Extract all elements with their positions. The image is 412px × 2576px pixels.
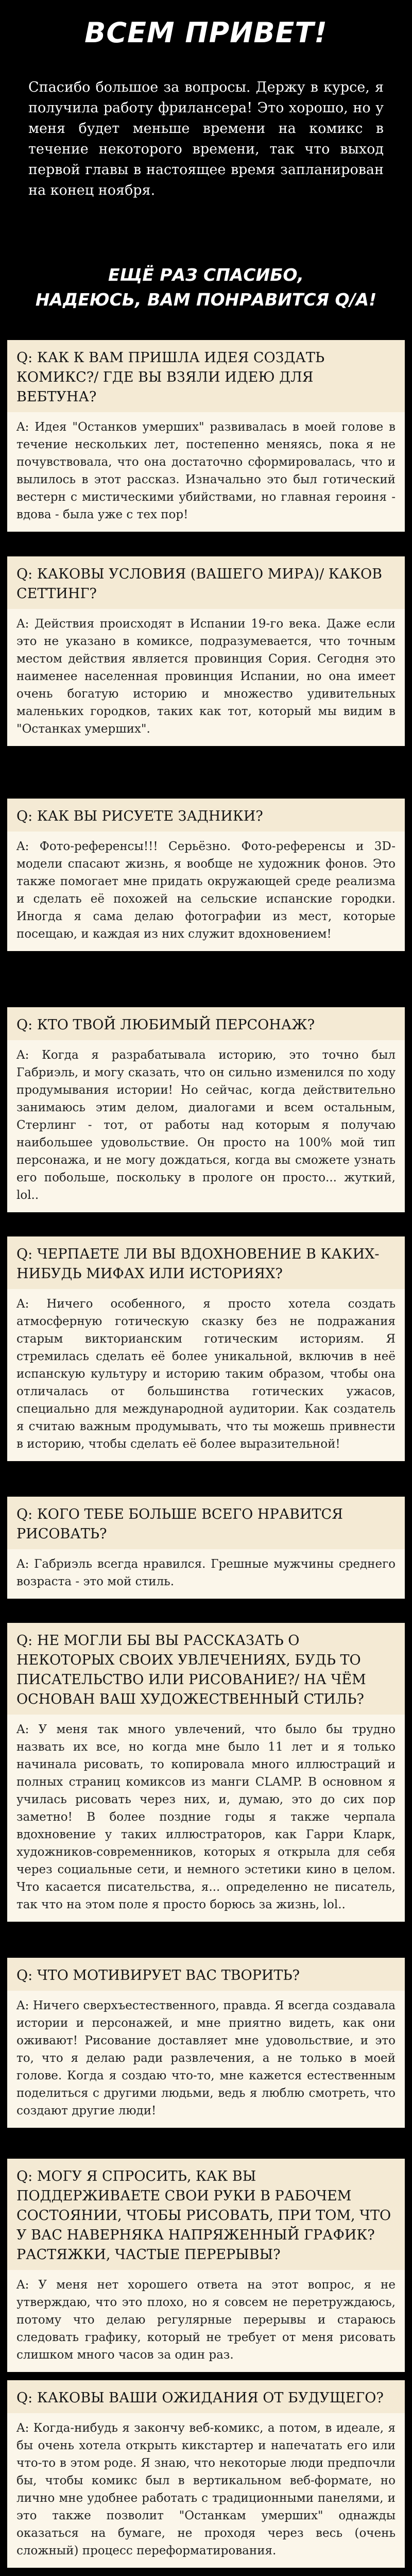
question: Q: КАКОВЫ УСЛОВИЯ (ВАШЕГО МИРА)/ КАКОВ СЕТТИНГ? (7, 556, 405, 609)
answer: A: У меня нет хорошего ответа на этот вопрос, я не утверждаю, что это плохо, но я совсем не перетруждаюсь, потому что делаю регулярные перерывы и стараюсь следовать графику, который не требует от меня рисовать слишком много часов за один раз. (7, 2270, 405, 2372)
answer: A: Фото-референсы!!! Серьёзно. Фото-референсы и 3D-модели спасают жизнь, я вообще не художник фонов. Это также помогает мне придать окружающей среде реализма и сделать её похожей на сельские испанские городки. Иногда я сама делаю фотографии из мест, которые посещаю, и каждая из них служит вдохновением! (7, 832, 405, 951)
qa-card-4 (7, 1007, 405, 1212)
question: Q: ЧЕРПАЕТЕ ЛИ ВЫ ВДОХНОВЕНИЕ В КАКИХ-НИБУДЬ МИФАХ ИЛИ ИСТОРИЯХ? (7, 1236, 405, 1289)
question: Q: ЧТО МОТИВИРУЕТ ВАС ТВОРИТЬ? (7, 1958, 405, 1991)
question: Q: КОГО ТЕБЕ БОЛЬШЕ ВСЕГО НРАВИТСЯ РИСОВАТЬ? (7, 1497, 405, 1549)
qa-card-5 (7, 1236, 405, 1461)
answer: A: Ничего сверхъестественного, правда. Я всегда создавала истории и персонажей, и мне приятно видеть, как они оживают! Рисование доставляет мне удовольствие, и это то, что я делаю ради развлечения, а не только в моей голове. Когда я создаю что-то, мне кажется естественным поделиться с другими людьми, ведь я люблю смотреть, что создают другие люди! (7, 1991, 405, 2128)
question: Q: НЕ МОГЛИ БЫ ВЫ РАССКАЗАТЬ О НЕКОТОРЫХ СВОИХ УВЛЕЧЕНИЯХ, БУДЬ ТО ПИСАТЕЛЬСТВО ИЛИ РИСОВАНИЕ?/ НА ЧЁМ ОСНОВАН ВАШ ХУДОЖЕСТВЕННЫЙ СТИЛЬ? (7, 1623, 405, 1715)
question: Q: МОГУ Я СПРОСИТЬ, КАК ВЫ ПОДДЕРЖИВАЕТЕ СВОИ РУКИ В РАБОЧЕМ СОСТОЯНИИ, ЧТОБЫ РИСОВАТЬ, ПРИ ТОМ, ЧТО У ВАС НАВЕРНЯКА НАПРЯЖЕННЫЙ ГРАФИК? РАСТЯЖКИ, ЧАСТЫЕ ПЕРЕРЫВЫ? (7, 2159, 405, 2270)
thanks-line: НАДЕЮСЬ, ВАМ ПОНРАВИТСЯ Q/A! (35, 290, 377, 310)
qa-card-2 (7, 556, 405, 746)
answer: A: Когда-нибудь я закончу веб-комикс, а потом, в идеале, я бы очень хотела открыть кикстартер и напечатать его или что-то в этом роде. Я знаю, что некоторые люди предпочли бы, чтобы комикс был в вертикальном веб-формате, но лично мне удобнее работать с традиционными панелями, и это также позволит "Останкам умерших" однажды оказаться на бумаге, не проходя через весь (очень сложный) процесс переформатирования. (7, 2413, 405, 2568)
qa-card-8 (7, 1958, 405, 2128)
question: Q: КТО ТВОЙ ЛЮБИМЫЙ ПЕРСОНАЖ? (7, 1007, 405, 1040)
qa-card-6 (7, 1497, 405, 1599)
answer: A: Идея "Останков умерших" развивалась в моей голове в течение нескольких лет, постепенно меняясь, пока я не почувствовала, что она достаточно сформировалась, что и вылилось в этот рассказ. Изначально это был готический вестерн с мистическими убийствами, но главная героиня - вдова - была уже с тех пор! (7, 412, 405, 532)
question: Q: КАК К ВАМ ПРИШЛА ИДЕЯ СОЗДАТЬ КОМИКС?/ ГДЕ ВЫ ВЗЯЛИ ИДЕЮ ДЛЯ ВЕБТУНА? (7, 340, 405, 412)
greeting-title: ВСЕМ ПРИВЕТ! (84, 16, 328, 49)
question: Q: КАКОВЫ ВАШИ ОЖИДАНИЯ ОТ БУДУЩЕГО? (7, 2380, 405, 2413)
intro-text: Спасибо большое за вопросы. Держу в курсе, я получила работу фрилансера! Это хорошо, но у меня будет меньше времени на комикс в течение некоторого времени, так что выход первой главы в настоящее время запланирован на конец ноября. (28, 79, 384, 198)
qa-card-7 (7, 1623, 405, 1922)
qa-card-3 (7, 799, 405, 951)
question: Q: КАК ВЫ РИСУЕТЕ ЗАДНИКИ? (7, 799, 405, 832)
answer: A: Габриэль всегда нравился. Грешные мужчины среднего возраста - это мой стиль. (7, 1549, 405, 1599)
qa-card-1 (7, 340, 405, 532)
answer: A: Ничего особенного, я просто хотела создать атмосферную готическую сказку без не подражания старым викторианским готическим историям. Я стремилась сделать её более уникальной, включив в неё испанскую культуру и историю таким образом, чтобы она отличалась от большинства готических ужасов, специально для международной аудитории. Как создатель я считаю важным продумывать, что ты можешь привнести в историю, чтобы сделать её более выразительной! (7, 1289, 405, 1461)
qa-card-9 (7, 2159, 405, 2372)
qa-card-10 (7, 2380, 405, 2568)
thanks-heading (0, 263, 412, 312)
answer: A: Когда я разрабатывала историю, это точно был Габриэль, и могу сказать, что он сильно изменился по ходу продумывания истории! Но сейчас, когда действительно занимаюсь этим делом, диалогами и всем остальным, Стерлинг - тот, от работы над которым я получаю наибольшее удовольствие. Он просто на 100% мой тип персонажа, и не могу дождаться, когда вы сможете узнать его побольше, поскольку в прологе он просто... жуткий, lol.. (7, 1040, 405, 1212)
answer: A: У меня так много увлечений, что было бы трудно назвать их все, но когда мне было 11 лет и я только начинала рисовать, то копировала много иллюстраций и полных страниц комиксов из манги CLAMP. В основном я училась рисовать через них, и, думаю, это до сих пор заметно! В более поздние годы я также черпала вдохновение у таких иллюстраторов, как Гарри Кларк, художников-современников, которых я открыла для себя через социальные сети, и немного эстетики кино в целом. Что касается писательства, я... определенно не писатель, так что на этом поле я просто борюсь за жизнь, lol.. (7, 1715, 405, 1922)
answer: A: Действия происходят в Испании 19-го века. Даже если это не указано в комиксе, подразумевается, что точным местом действия является провинция Сория. Сегодня это наименее населенная провинция Испании, но она имеет очень богатую историю и множество удивительных маленьких городков, таких как тот, который мы видим в "Останках умерших". (7, 609, 405, 746)
thanks-line: ЕЩЁ РАЗ СПАСИБО, (108, 265, 304, 285)
